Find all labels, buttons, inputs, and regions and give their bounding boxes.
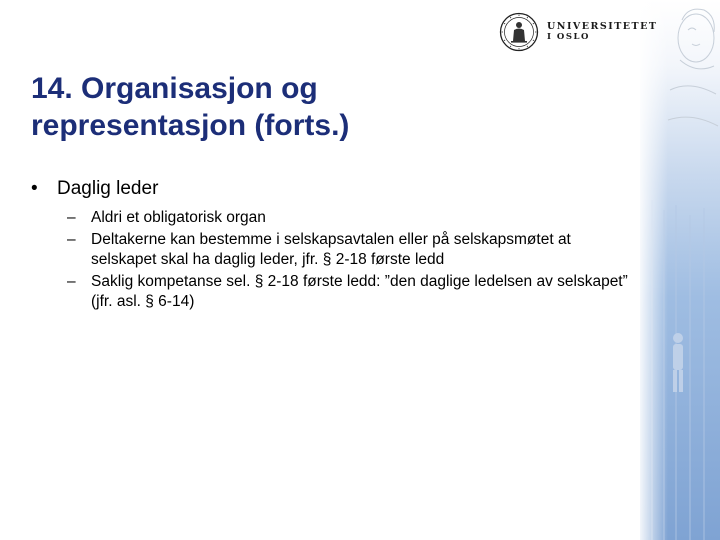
sub-item [67,230,631,270]
side-panel-decoration [640,0,720,540]
dash-marker: – [67,209,76,226]
logo-line-oslo: I OSLO [547,32,590,42]
logo-text [547,21,657,43]
sub-item-text: Saklig kompetanse sel. § 2-18 første ledd: ”den daglige ledelsen av selskapet” (jfr. asl. § 6-14) [91,273,628,310]
bullet-label: Daglig leder [57,178,159,199]
sub-item [67,272,631,312]
bullet-item-daglig-leder [31,176,631,312]
sub-item-text: Deltakerne kan bestemme i selskapsavtalen eller på selskapsmøtet at selskapet skal ha daglig leder, jfr. § 2-18 første ledd [91,231,571,268]
slide-title-line-1: 14. Organisasjon og [31,72,318,105]
dash-marker: – [67,231,76,248]
statue-relief-icon [640,0,720,540]
sub-item [67,208,631,228]
slide-title [31,70,621,144]
logo-line-university: UNIVERSITETET [547,21,658,32]
sub-item-text: Aldri et obligatorisk organ [91,209,266,226]
dash-marker: – [67,273,76,290]
bullet-list [31,176,631,314]
sub-bullet-list [67,208,631,312]
slide-title-line-2: representasjon (forts.) [31,109,350,142]
university-logo [499,10,657,54]
university-seal-icon [499,12,539,52]
